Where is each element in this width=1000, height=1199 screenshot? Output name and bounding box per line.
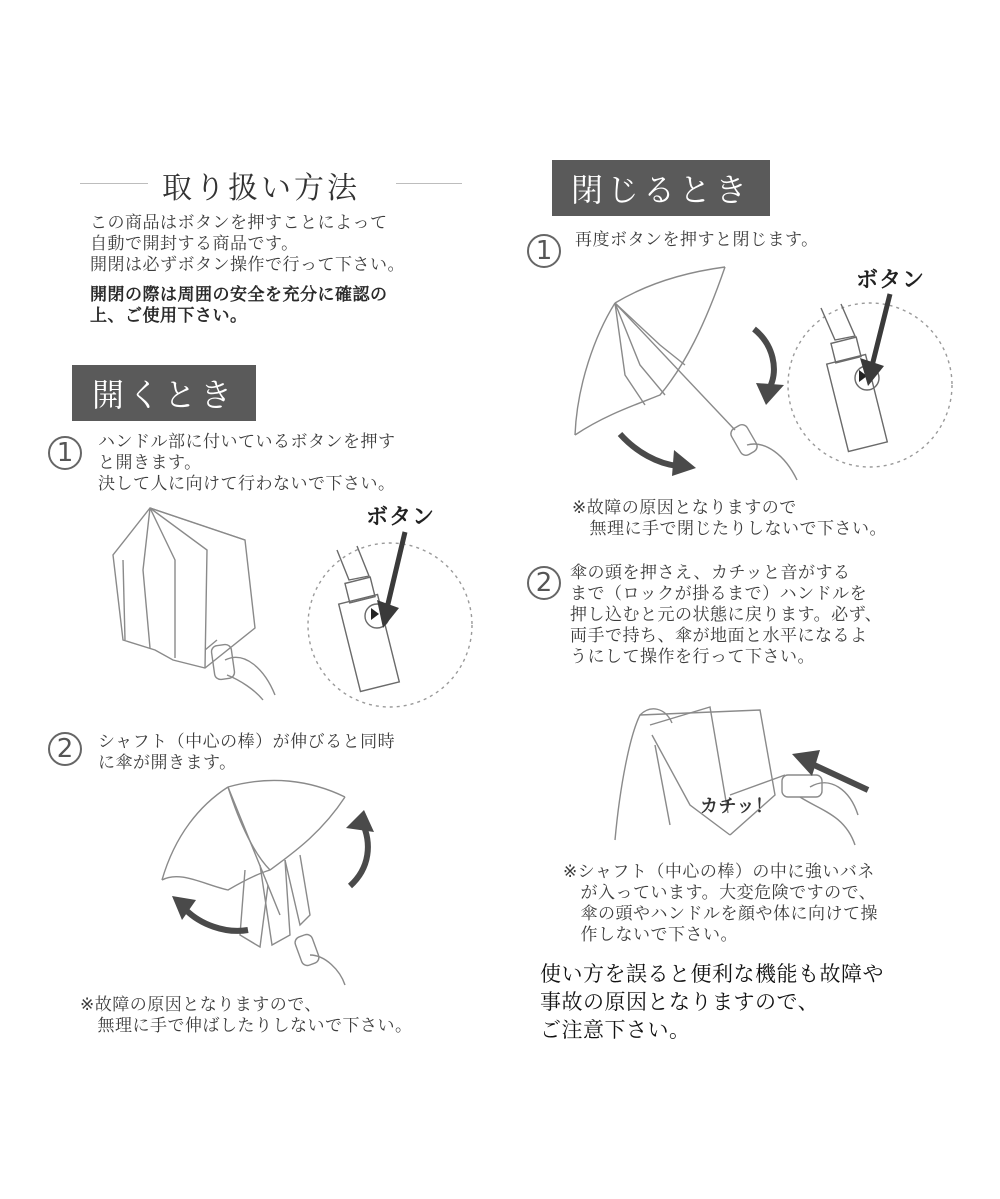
open-step2-text: [98, 732, 395, 774]
close-step1-text: [575, 230, 819, 251]
open-step1-line: と開きます。: [98, 453, 202, 473]
clockwise-arrow-icon: [748, 325, 788, 405]
close-step1-note-line: ※故障の原因となりますので: [572, 498, 797, 518]
close-step2-note-line: 作しないで下さい。: [563, 925, 738, 945]
open-note-line: ※故障の原因となりますので、: [80, 995, 322, 1015]
open-step1-line: 決して人に向けて行わないで下さい。: [98, 474, 396, 494]
close-step1-note: [572, 498, 887, 540]
close-step2-line: 両手で持ち、傘が地面と水平になるよ: [570, 626, 868, 646]
intro-line: 自動で開封する商品です。: [90, 234, 299, 254]
safety-line: 開閉の際は周囲の安全を充分に確認の: [90, 285, 388, 305]
close-step1-line: 再度ボタンを押すと閉じます。: [575, 230, 819, 250]
safety-text: [90, 285, 388, 327]
open-step2-line: に傘が開きます。: [98, 753, 237, 773]
close-step2-note-line: 傘の頭やハンドルを顔や体に向けて操: [563, 904, 878, 924]
right-curve-arrow-icon: [618, 430, 698, 475]
left-curve-arrow-icon: [170, 890, 250, 935]
open-note-line: 無理に手で伸ばしたりしないで下さい。: [80, 1016, 413, 1036]
open-step2-number: 2: [48, 732, 82, 766]
title-rule-left: [80, 183, 148, 184]
counterclockwise-arrow-icon: [340, 808, 380, 888]
close-step1-number: 1: [527, 234, 561, 268]
open-step1-number: 1: [48, 436, 82, 470]
close-step2-note-line: が入っています。大変危険ですので、: [563, 883, 877, 903]
intro-line: この商品はボタンを押すことによって: [90, 213, 388, 233]
open-banner: 開くとき: [72, 365, 256, 421]
close-step2-line: まで（ロックが掛るまで）ハンドルを: [570, 584, 868, 604]
warning-line: ご注意下さい。: [540, 1018, 691, 1042]
push-arrow-icon: [790, 748, 870, 793]
open-step1-line: ハンドル部に付いているボタンを押す: [98, 432, 396, 452]
open-step2-line: シャフト（中心の棒）が伸びると同時: [98, 732, 396, 752]
close-button-label: ボタン: [856, 268, 926, 293]
close-step2-note-line: ※シャフト（中心の棒）の中に強いバネ: [563, 862, 875, 882]
open-button-label: ボタン: [366, 505, 436, 530]
warning-line: 事故の原因となりますので、: [540, 990, 820, 1014]
close-step2-number: 2: [527, 566, 561, 600]
close-step2-line: 押し込むと元の状態に戻ります。必ず、: [570, 605, 883, 625]
button-pointer-arrow: [375, 530, 415, 630]
closed-umbrella-illustration: [95, 500, 295, 700]
page-title: 取り扱い方法: [162, 171, 360, 206]
warning-line: 使い方を誤ると便利な機能も故障や: [540, 962, 884, 986]
intro-line: 開閉は必ずボタン操作で行って下さい。: [90, 255, 405, 275]
title-rule-right: [396, 183, 462, 184]
close-button-pointer-arrow: [858, 292, 898, 387]
close-step2-line: うにして操作を行って下さい。: [570, 647, 815, 667]
safety-line: 上、ご使用下さい。: [90, 306, 248, 326]
open-note: [80, 995, 413, 1037]
intro-text: [90, 213, 405, 276]
close-banner: 閉じるとき: [552, 160, 770, 216]
click-sound-label: カチッ！: [700, 796, 774, 817]
close-step2-line: 傘の頭を押さえ、カチッと音がする: [570, 563, 851, 583]
warning-text: [540, 960, 884, 1044]
open-step1-text: [98, 432, 396, 495]
close-step1-note-line: 無理に手で閉じたりしないで下さい。: [572, 519, 887, 539]
close-step2-note: [563, 862, 878, 946]
close-step2-text: [570, 563, 882, 668]
